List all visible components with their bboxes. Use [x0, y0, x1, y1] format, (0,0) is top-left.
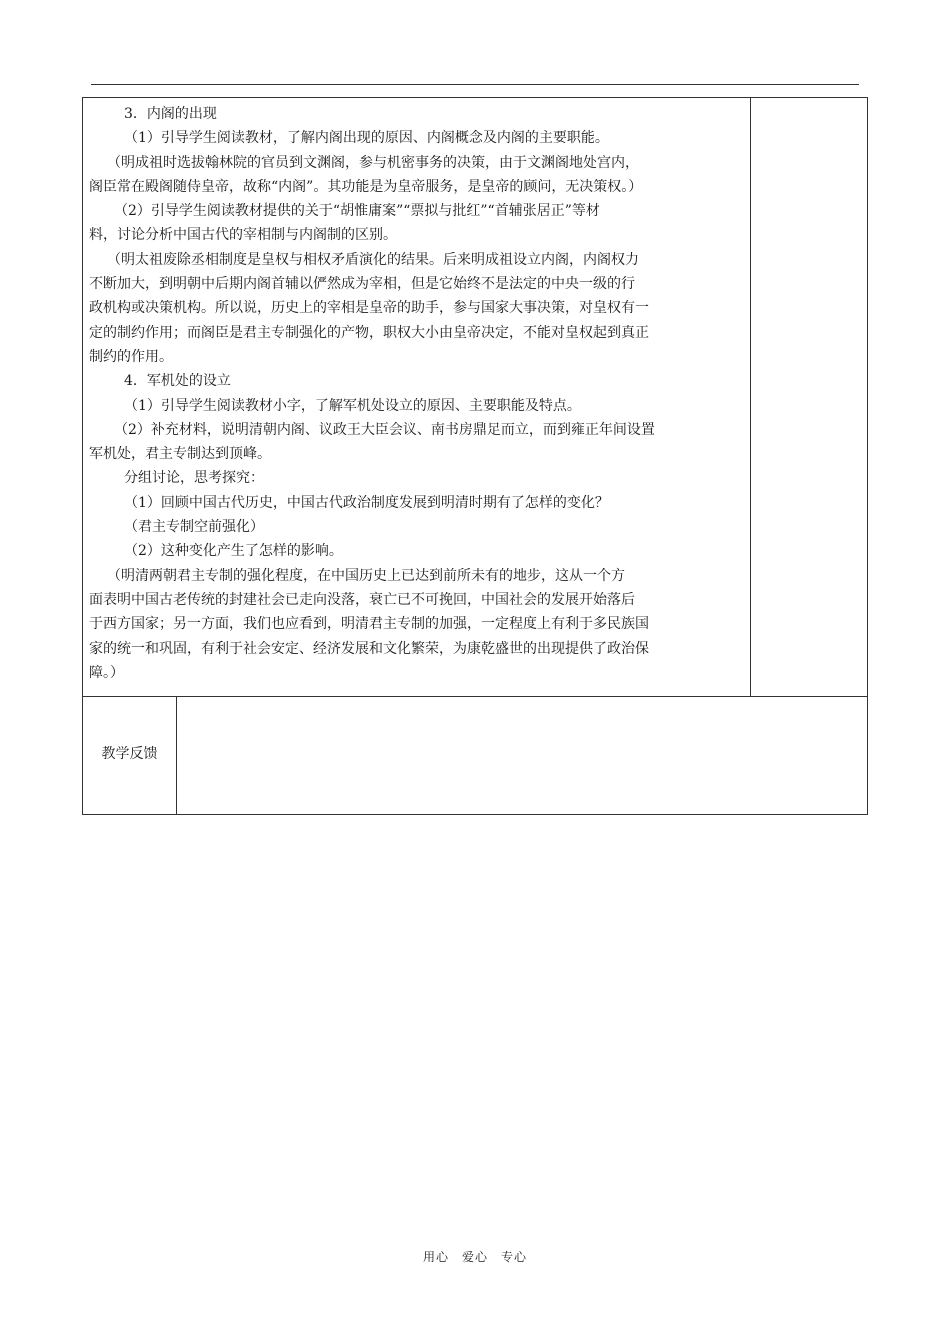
text-line: （明清两朝君主专制的强化程度，在中国历史上已达到前所未有的地步，这从一个方 — [107, 567, 625, 584]
text-line: 障。） — [89, 664, 124, 681]
section-heading: 3．内阁的出现 — [124, 106, 217, 122]
section-heading: 4．军机处的设立 — [124, 373, 231, 390]
text-line: （2）引导学生阅读教材提供的关于“胡惟庸案”“票拟与批红”“首辅张居正”等材 — [114, 203, 600, 220]
text-line: 政机构或决策机构。所以说，历史上的宰相是皇帝的助手，参与国家大事决策，对皇权有一 — [89, 300, 649, 317]
page-footer: 用心 爱心 专心 — [422, 1250, 527, 1264]
text-line: 料，讨论分析中国古代的宰相制与内阁制的区别。 — [89, 227, 397, 244]
text-line: 军机处，君主专制达到顶峰。 — [89, 446, 271, 463]
lesson-content-cell — [83, 98, 751, 697]
text-line: （明太祖废除丞相制度是皇权与相权矛盾演化的结果。后来明成祖设立内阁，内阁权力 — [107, 251, 639, 268]
header-rule — [91, 84, 859, 85]
feedback-content-cell — [177, 697, 867, 814]
text-line: （1）引导学生阅读教材，了解内阁出现的原因、内阁概念及内阁的主要职能。 — [124, 130, 609, 147]
notes-cell — [751, 98, 867, 697]
text-line: 定的制约作用；而阁臣是君主专制强化的产物，职权大小由皇帝决定，不能对皇权起到真正 — [89, 324, 649, 341]
text-line: 分组讨论，思考探究： — [124, 470, 264, 487]
text-line: （2）这种变化产生了怎样的影响。 — [124, 543, 343, 560]
text-line: 面表明中国古老传统的封建社会已走向没落，衰亡已不可挽回，中国社会的发展开始落后 — [89, 591, 635, 608]
text-line: （1）引导学生阅读教材小字，了解军机处设立的原因、主要职能及特点。 — [124, 397, 581, 414]
text-line: 阁臣常在殿阁随侍皇帝，故称“内阁”。其功能是为皇帝服务，是皇帝的顾问，无决策权。） — [89, 178, 643, 195]
text-line: 不断加大，到明朝中后期内阁首辅以俨然成为宰相，但是它始终不是法定的中央一级的行 — [89, 276, 635, 293]
lesson-table — [82, 97, 868, 815]
text-line: （君主专制空前强化） — [124, 519, 264, 536]
lesson-text — [89, 102, 745, 685]
text-line: （1）回顾中国古代历史，中国古代政治制度发展到明清时期有了怎样的变化？ — [124, 494, 609, 511]
text-line: 于西方国家；另一方面，我们也应看到，明清君主专制的加强，一定程度上有利于多民族国 — [89, 616, 649, 633]
feedback-label-cell — [83, 697, 177, 814]
text-line: 家的统一和巩固，有利于社会安定、经济发展和文化繁荣，为康乾盛世的出现提供了政治保 — [89, 640, 649, 657]
text-line: （明成祖时选拔翰林院的官员到文渊阁，参与机密事务的决策，由于文渊阁地处宫内， — [107, 154, 639, 171]
text-line: 制约的作用。 — [89, 348, 173, 365]
text-line: （2）补充材料，说明清朝内阁、议政王大臣会议、南书房鼎足而立，而到雍正年间设置 — [114, 421, 655, 438]
feedback-label: 教学反馈 — [101, 746, 158, 762]
